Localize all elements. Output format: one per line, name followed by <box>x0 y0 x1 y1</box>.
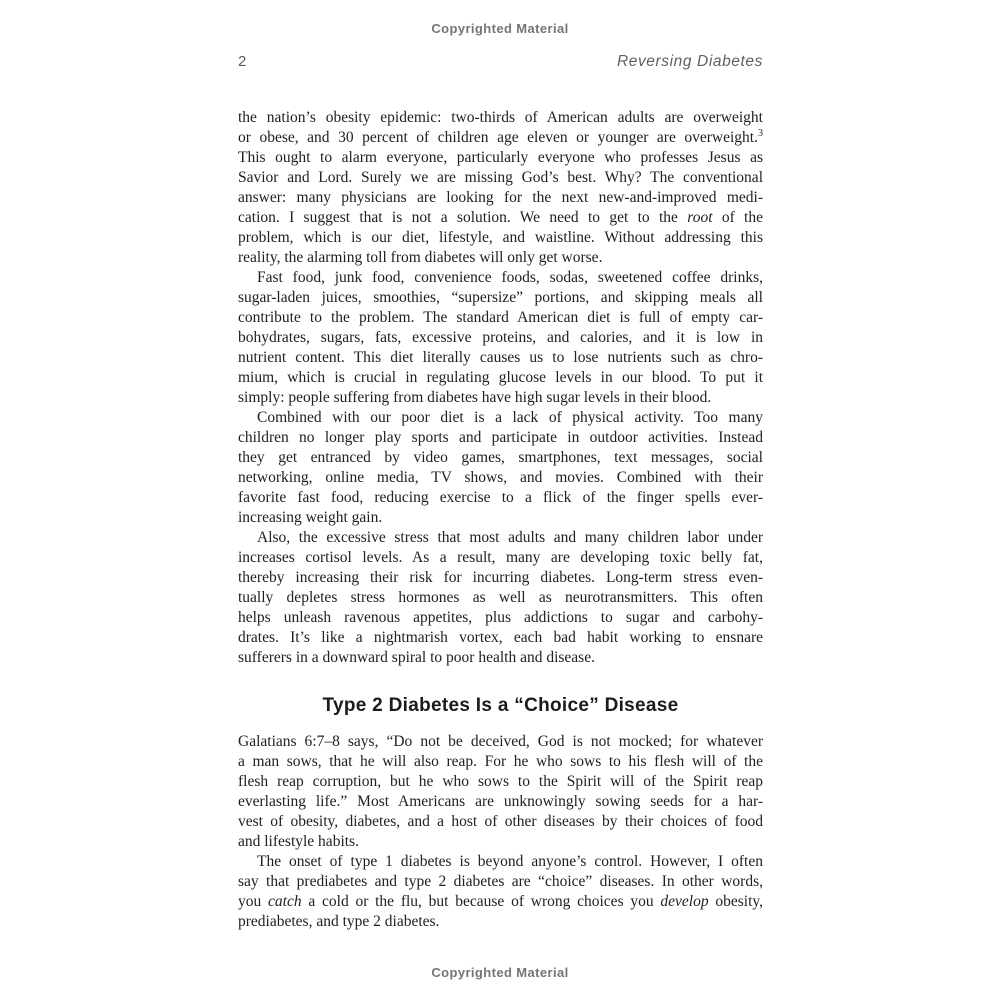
text-line: thereby increasing their risk for incurring diabetes. Long-term stress even- <box>238 569 763 586</box>
text-line: favorite fast food, reducing exercise to a flick of the finger spells ever- <box>238 489 763 506</box>
text-line: tually depletes stress hormones as well as neurotransmitters. This often <box>238 589 763 606</box>
text-line: Galatians 6:7–8 says, “Do not be deceived, God is not mocked; for whatever <box>238 733 763 750</box>
text-line: Savior and Lord. Surely we are missing God’s best. Why? The conventional <box>238 169 763 186</box>
page-number: 2 <box>238 53 247 70</box>
text-line: increases cortisol levels. As a result, many are developing toxic belly fat, <box>238 549 763 566</box>
text-line: bohydrates, sugars, fats, excessive proteins, and calories, and it is low in <box>238 329 763 346</box>
paragraph <box>238 268 763 408</box>
text-line: mium, which is crucial in regulating glucose levels in our blood. To put it <box>238 369 763 386</box>
text-line: children no longer play sports and participate in outdoor activities. Instead <box>238 429 763 446</box>
text-line: and lifestyle habits. <box>238 833 359 850</box>
text-line: the nation’s obesity epidemic: two-thirds of American adults are overweight <box>238 109 763 126</box>
text-line: vest of obesity, diabetes, and a host of other diseases by their choices of food <box>238 813 763 830</box>
text-line: contribute to the problem. The standard American diet is full of empty car- <box>238 309 763 326</box>
text-line: Also, the excessive stress that most adults and many children labor under <box>257 529 763 546</box>
text-line: or obese, and 30 percent of children age eleven or younger are overweight.$^3$ <box>238 127 763 146</box>
text-line: This ought to alarm everyone, particularly everyone who professes Jesus as <box>238 149 763 166</box>
text-line: problem, which is our diet, lifestyle, and waistline. Without addressing this <box>238 229 763 246</box>
text-line: prediabetes, and type 2 diabetes. <box>238 913 440 930</box>
text-line: cation. I suggest that is not a solution. We need to get to the root of the <box>238 209 763 226</box>
copyright-top-notice: Copyrighted Material <box>431 21 569 36</box>
text-line: drates. It’s like a nightmarish vortex, each bad habit working to ensnare <box>238 629 763 646</box>
text-line: helps unleash ravenous appetites, plus addictions to sugar and carbohy- <box>238 609 763 626</box>
text-line: everlasting life.” Most Americans are unknowingly sowing seeds for a har- <box>238 793 763 810</box>
copyright-bottom-notice: Copyrighted Material <box>431 965 569 980</box>
running-title: Reversing Diabetes <box>616 53 763 70</box>
body-text <box>238 108 763 932</box>
running-header <box>238 53 763 71</box>
text-line: networking, online media, TV shows, and movies. Combined with their <box>238 469 763 486</box>
text-line: they get entranced by video games, smartphones, text messages, social <box>238 449 763 466</box>
text-line: flesh reap corruption, but he who sows to the Spirit will of the Spirit reap <box>238 773 763 790</box>
text-line: The onset of type 1 diabetes is beyond anyone’s control. However, I often <box>257 853 763 870</box>
paragraph <box>238 408 763 528</box>
section-heading: Type 2 Diabetes Is a “Choice” Disease <box>322 695 679 716</box>
text-line: Combined with our poor diet is a lack of physical activity. Too many <box>257 409 763 426</box>
text-line: answer: many physicians are looking for the next new-and-improved medi- <box>238 189 763 206</box>
text-line: say that prediabetes and type 2 diabetes are “choice” diseases. In other words, <box>238 873 763 890</box>
text-line: you catch a cold or the flu, but because of wrong choices you develop obesity, <box>238 893 764 910</box>
text-line: reality, the alarming toll from diabetes will only get worse. <box>238 249 603 266</box>
paragraph <box>238 108 763 268</box>
text-line: simply: people suffering from diabetes have high sugar levels in their blood. <box>238 389 712 406</box>
text-line: sugar-laden juices, smoothies, “supersize” portions, and skipping meals all <box>238 289 763 306</box>
paragraph <box>238 528 763 668</box>
paragraph <box>238 852 763 932</box>
paragraph <box>238 732 763 852</box>
text-line: sufferers in a downward spiral to poor health and disease. <box>238 649 595 666</box>
text-line: a man sows, that he will also reap. For he who sows to his flesh will of the <box>238 753 763 770</box>
text-line: increasing weight gain. <box>238 509 383 526</box>
text-line: nutrient content. This diet literally causes us to lose nutrients such as chro- <box>238 349 763 366</box>
text-line: Fast food, junk food, convenience foods, sodas, sweetened coffee drinks, <box>257 269 763 286</box>
